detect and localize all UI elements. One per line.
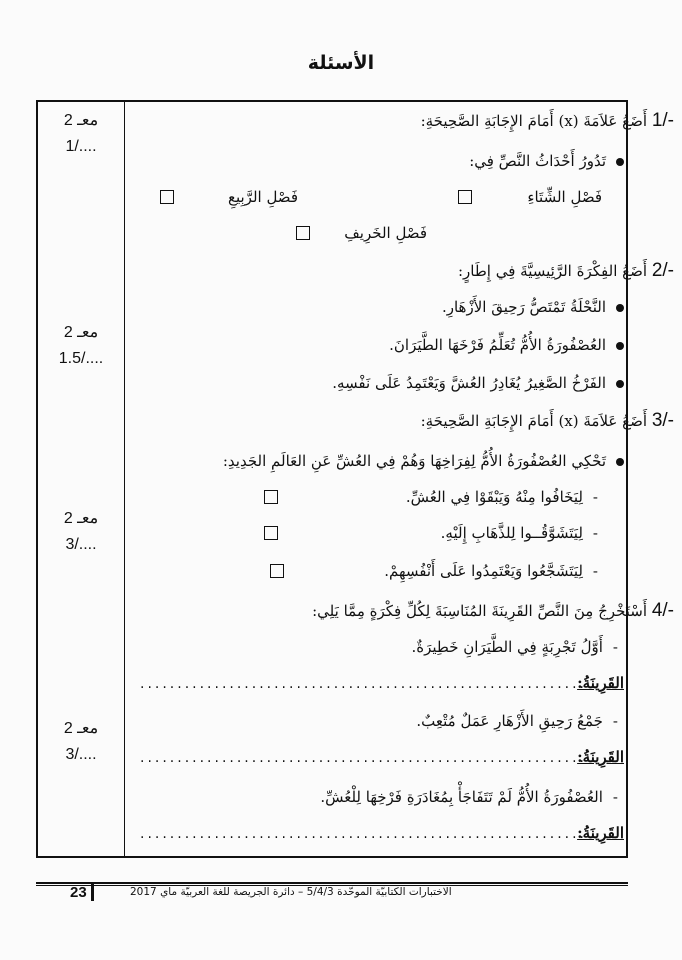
mark-label: 2 معـ — [63, 510, 99, 527]
q2-item-1 — [442, 298, 624, 316]
q3-option-text: لِيَخَافُوا مِنْهُ وَيَبْقَوْا فِي العُشِّ. — [405, 488, 583, 506]
q1-instruction: أَضَعُ عَلاَمَةَ (x) أَمَامَ الإِجَابَةِ الصَّحِيحَةِ: — [420, 112, 648, 130]
q4-answer-field-1[interactable]: ............................................................ — [140, 676, 588, 692]
q1-checkbox-2[interactable] — [160, 190, 174, 204]
q3-bullet: تَحْكِي العُصْفُورَةُ الأُمُّ لِفِرَاخِهَا وَهُمْ فِي العُشِّ عَنِ العَالَمِ الجَدِيدِ: — [222, 452, 606, 470]
mark-score: 1/.... — [65, 138, 97, 155]
q4-context-label-3: القَرِينَةُ: — [577, 824, 624, 842]
q2-item-text: العُصْفُورَةُ الأُمُّ تُعَلِّمُ فَرْخَهَا الطَّيَرَانَ. — [389, 336, 606, 354]
mark-label: 2 معـ — [63, 324, 99, 341]
q1-option-3: فَصْلِ الخَرِيفِ — [344, 224, 427, 242]
q3-option-text: لِيَتَشَوَّقُــوا لِلذَّهَابِ إِلَيْهِ. — [440, 524, 583, 542]
q1-checkbox-3[interactable] — [296, 226, 310, 240]
bullet-icon — [616, 380, 624, 388]
mark-q3 — [38, 506, 124, 558]
mark-q2 — [38, 320, 124, 372]
mark-score: 3/.... — [65, 536, 97, 553]
q1-heading — [421, 110, 674, 132]
q4-instruction: أَسْتَخْرِجُ مِنَ النَّصِّ القَرِينَةَ المُنَاسِبَةَ لِكُلِّ فِكْرَةٍ مِمَّا يَلِي: — [312, 602, 648, 620]
dash-icon: - — [592, 524, 598, 542]
q3-checkbox-3[interactable] — [270, 564, 284, 578]
q4-item-2 — [416, 712, 618, 730]
q4-answer-field-2[interactable]: ............................................................ — [140, 750, 588, 766]
dash-icon: - — [612, 788, 618, 806]
bullet-icon — [616, 458, 624, 466]
mark-q1 — [38, 108, 124, 160]
q4-item-3 — [320, 788, 618, 806]
q3-bullet-line — [223, 452, 624, 470]
q1-bullet: تَدُورُ أَحْدَاثُ النَّصِّ فِي: — [469, 152, 606, 170]
q2-heading — [458, 260, 674, 282]
dash-icon: - — [592, 488, 598, 506]
mark-score: 3/.... — [65, 746, 97, 763]
q2-instruction: أَضَعُ الفِكْرَةَ الرَّئِيسِيَّةَ فِي إِطَارٍ: — [458, 262, 648, 280]
mark-label: 2 معـ — [63, 720, 99, 737]
q3-number: 3/- — [651, 410, 674, 431]
bullet-icon — [616, 304, 624, 312]
footer-text: الاختبارات الكتابيّة الموحّدة 5/4/3 – دائرة الجريصة للغة العربيّة ماي 2017 — [130, 886, 452, 898]
q2-item-2 — [389, 336, 624, 354]
q2-item-3 — [332, 374, 624, 392]
q3-option-1 — [406, 488, 598, 506]
q3-heading — [421, 410, 674, 432]
q3-checkbox-2[interactable] — [264, 526, 278, 540]
q2-item-text: النَّحْلَةُ تَمْتَصُّ رَحِيقَ الأَزْهَارِ. — [441, 298, 606, 316]
q4-item-text: أَوَّلُ تَجْرِبَةٍ فِي الطَّيَرَانِ خَطِيرَةٌ. — [411, 638, 603, 656]
dash-icon: - — [592, 562, 598, 580]
bullet-icon — [616, 158, 624, 166]
q3-option-2 — [441, 524, 598, 542]
q4-heading — [312, 600, 674, 622]
dash-icon: - — [612, 638, 618, 656]
q1-checkbox-1[interactable] — [458, 190, 472, 204]
q1-bullet-line — [469, 152, 624, 170]
dash-icon: - — [612, 712, 618, 730]
mark-label: 2 معـ — [63, 112, 99, 129]
q3-checkbox-1[interactable] — [264, 490, 278, 504]
q4-answer-field-3[interactable]: ............................................................ — [140, 826, 588, 842]
q3-option-3 — [384, 562, 598, 580]
mark-score: 1.5/.... — [58, 350, 104, 367]
q4-item-text: العُصْفُورَةُ الأُمُّ لَمْ تَتَفَاجَأْ بِمُغَادَرَةِ فَرْخِهَا لِلْعُشِّ. — [320, 788, 603, 806]
marks-column-divider — [124, 100, 125, 858]
footer-rule — [36, 882, 628, 884]
q1-option-2: فَصْلِ الرَّبِيعِ — [227, 188, 298, 206]
q4-item-text: جَمْعُ رَحِيقِ الأَزْهَارِ عَمَلٌ مُتْعِبٌ. — [416, 712, 603, 730]
q1-option-1: فَصْلِ الشِّتَاءِ — [527, 188, 602, 206]
page-number: 23 — [66, 884, 94, 901]
q4-context-label-1: القَرِينَةُ: — [577, 674, 624, 692]
q4-item-1 — [411, 638, 618, 656]
q4-context-label-2: القَرِينَةُ: — [577, 748, 624, 766]
q4-number: 4/- — [651, 600, 674, 621]
bullet-icon — [616, 342, 624, 350]
page-title: الأسئلة — [307, 52, 375, 74]
q1-number: 1/- — [651, 110, 674, 131]
q3-instruction: أَضَعُ عَلاَمَةَ (x) أَمَامَ الإِجَابَةِ الصَّحِيحَةِ: — [420, 412, 648, 430]
q2-item-text: الفَرْخُ الصَّغِيرُ يُغَادِرُ العُشَّ وَيَعْتَمِدُ عَلَى نَفْسِهِ. — [332, 374, 606, 392]
q2-number: 2/- — [651, 260, 674, 281]
mark-q4 — [38, 716, 124, 768]
q3-option-text: لِيَتَشَجَّعُوا وَيَعْتَمِدُوا عَلَى أَنْفُسِهِمْ. — [384, 562, 583, 580]
